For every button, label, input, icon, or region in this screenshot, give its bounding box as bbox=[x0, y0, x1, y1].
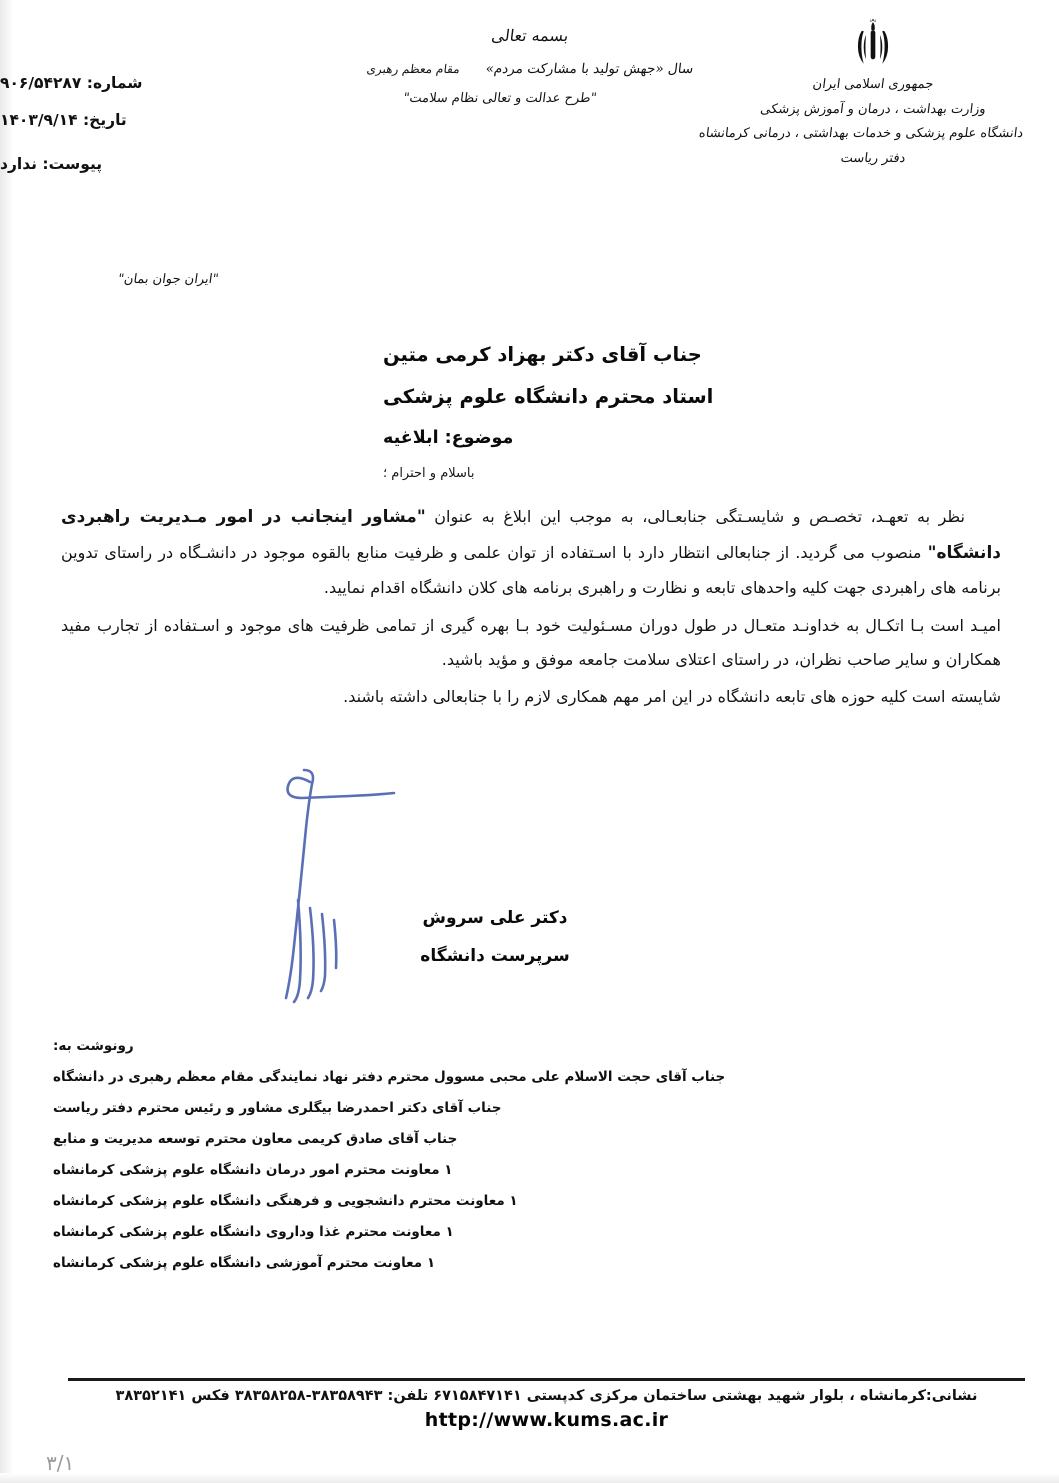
signature-block bbox=[290, 758, 620, 1018]
handwritten-signature bbox=[248, 758, 468, 1008]
letter-number-row bbox=[0, 74, 270, 92]
cc-item: جناب آقای دکتر احمدرضا بیگلری مشاور و رئیس محترم دفتر ریاست bbox=[53, 1100, 502, 1116]
cc-title: رونوشت به: bbox=[53, 1038, 134, 1054]
paragraph-1-part-1: نظر به تعهـد، تخصـص و شایسـتگی جنابعـالی، به موجب این ابلاغ به عنوان bbox=[425, 507, 966, 526]
national-motto: "ایران جوان بمان" bbox=[116, 272, 220, 287]
footer-divider bbox=[68, 1378, 1025, 1381]
scan-edge-left bbox=[0, 0, 14, 1483]
addressee-position: استاد محترم دانشگاه علوم پزشکی bbox=[383, 384, 714, 408]
letter-number-label: شماره: bbox=[86, 74, 143, 92]
appointment-title-emphasis: "مشاور اینجانب در امور مـدیریت راهبردی دانشگاه" bbox=[61, 507, 1001, 563]
cc-item: جناب آقای صادق کریمی معاون محترم توسعه مدیریت و منابع bbox=[53, 1131, 458, 1147]
basmalah-text: بسمه تعالی bbox=[489, 26, 570, 45]
letter-attachment-value: ندارد bbox=[0, 155, 37, 173]
center-header bbox=[300, 26, 760, 106]
letter-body bbox=[61, 500, 1001, 718]
letter-attachment-label: پیوست: bbox=[42, 155, 103, 173]
paragraph-1-part-2: منصوب می گردید. از جنابعالی انتظار دارد با اسـتفاده از توان علمی و ظرفیت منابع بالقوه موجود در دانشـگاه در راستای تدوین برنامه های راهبردی جهت کلیه واحدهای تابعه و نظارت و راهبری برنامه های کلان دانشگاه اقدام نمایید. bbox=[61, 542, 1001, 598]
page-footer bbox=[68, 1378, 1025, 1431]
subject-value: ابلاغیه bbox=[383, 428, 439, 448]
cc-item: ۱ معاونت محترم امور درمان دانشگاه علوم پزشکی کرمانشاه bbox=[53, 1162, 453, 1178]
year-slogan bbox=[299, 61, 761, 77]
signer-title: سرپرست دانشگاه bbox=[420, 946, 570, 966]
letter-number-value: ۹۰۶/۵۴۲۸۷ bbox=[0, 74, 82, 92]
body-paragraph-3: شایسته است کلیه حوزه های تابعه دانشگاه در این امر مهم همکاری لازم را با جنابعالی داشته باشند. bbox=[343, 687, 1001, 707]
addressee-name: جناب آقای دکتر بهزاد کرمی متین bbox=[383, 343, 702, 366]
cc-item: ۱ معاونت محترم دانشجویی و فرهنگی دانشگاه علوم پزشکی کرمانشاه bbox=[53, 1193, 518, 1209]
addressee-block bbox=[383, 345, 1003, 481]
cc-item: ۱ معاونت محترم غذا وداروی دانشگاه علوم پزشکی کرمانشاه bbox=[53, 1224, 454, 1240]
subject-row bbox=[383, 428, 1003, 448]
letterhead bbox=[698, 14, 1024, 167]
year-slogan-text: سال «جهش تولید با مشارکت مردم» bbox=[484, 61, 694, 77]
letter-meta bbox=[0, 74, 270, 192]
subject-label: موضوع: bbox=[444, 428, 514, 448]
letter-attachment-row bbox=[0, 155, 270, 173]
signer-name: دکتر علی سروش bbox=[422, 908, 568, 928]
letterhead-line-2: وزارت بهداشت ، درمان و آموزش پزشکی bbox=[759, 101, 987, 117]
slogan-attribution: مقام معظم رهبری bbox=[365, 62, 461, 76]
footer-website-url[interactable]: http://www.kums.ac.ir bbox=[424, 1409, 669, 1431]
iran-emblem-icon bbox=[844, 14, 902, 72]
health-plan-slogan: "طرح عدالت و تعالی نظام سلامت" bbox=[402, 91, 597, 106]
body-paragraph-1 bbox=[61, 500, 1001, 605]
footer-address: نشانی:کرمانشاه ، بلوار شهید بهشتی ساختمان مرکزی کدپستی ۶۷۱۵۸۴۷۱۴۱ تلفن: ۳۸۳۵۸۹۴۳-۳۸۳۵۸۲۵۸ فکس ۳۸۳۵۲۱۴۱ bbox=[115, 1388, 978, 1404]
letterhead-line-1: جمهوری اسلامی ایران bbox=[811, 77, 935, 92]
cc-item: ۱ معاونت محترم آموزشی دانشگاه علوم پزشکی کرمانشاه bbox=[53, 1255, 436, 1271]
scan-edge-bottom bbox=[0, 1473, 1059, 1483]
cc-list bbox=[53, 1038, 1003, 1286]
cc-item: جناب آقای حجت الاسلام علی محبی مسوول محترم دفتر نهاد نمایندگی مقام معظم رهبری در دانشگاه bbox=[53, 1069, 726, 1085]
letter-date-row bbox=[0, 111, 270, 129]
greeting-text: باسلام و احترام ؛ bbox=[383, 466, 475, 481]
page-number: ۳/۱ bbox=[46, 1451, 75, 1475]
letterhead-line-3: دانشگاه علوم پزشکی و خدمات بهداشتی ، درمانی کرمانشاه bbox=[698, 126, 1024, 142]
letterhead-line-4: دفتر ریاست bbox=[839, 150, 907, 166]
body-paragraph-2: امیـد است بـا اتکـال به خداونـد متعـال در طول دوران مسـئولیت خود بـا بهره گیری از تمامی ظرفیت های موجود و اسـتفاده از تجارب مفید همکاران و سایر صاحب نظران، در راستای اعتلای سلامت جامعه موفق و مؤید باشید. bbox=[61, 615, 1001, 669]
letter-date-value: ۱۴۰۳/۹/۱۴ bbox=[0, 111, 78, 129]
signer-info bbox=[370, 908, 620, 966]
letter-date-label: تاریخ: bbox=[82, 111, 127, 129]
